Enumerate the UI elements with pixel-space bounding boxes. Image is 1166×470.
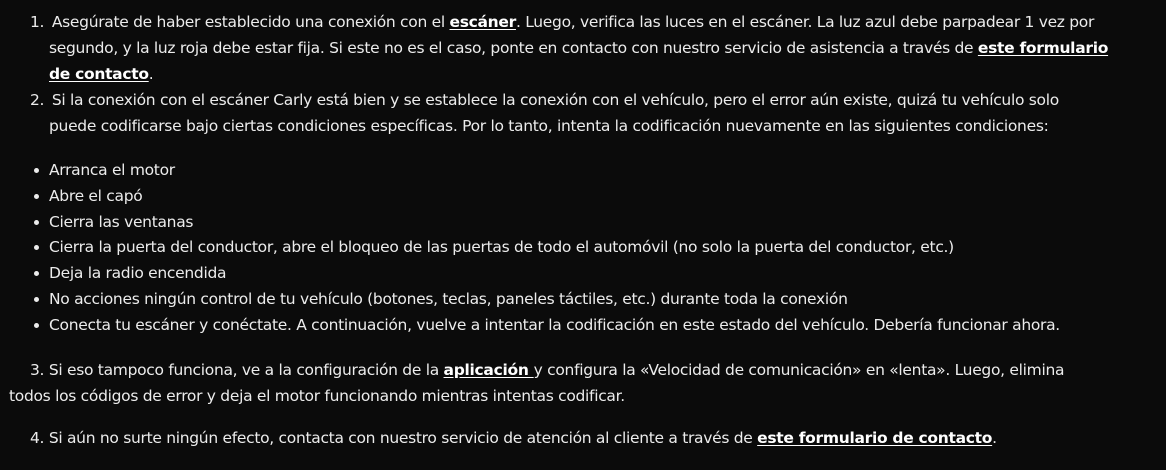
step-2-number: 2.: [30, 91, 45, 109]
step-2-text: Si la conexión con el escáner Carly está bien y se establece la conexión con el vehículo, pero el error aún existe, quizá tu vehículo solo: [51, 91, 1059, 109]
step-1-number: 1.: [30, 13, 45, 31]
step-3-line-2: [9, 385, 625, 407]
step-2-text-line2: puede codificarse bajo ciertas condiciones específicas. Por lo tanto, intenta la codificación nuevamente en las siguientes condiciones:: [49, 117, 1049, 135]
list-item: No acciones ningún control de tu vehículo (botones, teclas, paneles táctiles, etc.) durante toda la conexión: [49, 290, 848, 308]
bullet-dot-icon: [34, 194, 39, 199]
bullet-dot-icon: [34, 271, 39, 276]
step-1-line-1: [30, 11, 1094, 33]
list-item: Cierra las ventanas: [49, 213, 194, 231]
scanner-link[interactable]: escáner: [449, 13, 516, 31]
step-1-text-line2: segundo, y la luz roja debe estar fija. Si este no es el caso, ponte en contacto con nuestro servicio de asistencia a través de: [49, 39, 978, 57]
step-3-line-1: [30, 359, 1064, 381]
bullet-dot-icon: [34, 220, 39, 225]
step-3-text: 3. Si eso tampoco funciona, ve a la configuración de la: [30, 361, 444, 379]
app-link[interactable]: aplicación: [443, 361, 534, 379]
step-1-text: Asegúrate de haber establecido una conexión con el: [51, 13, 450, 31]
step-3-text-cont: y configura la «Velocidad de comunicación» en «lenta». Luego, elimina: [533, 361, 1065, 379]
step-1-line-3: [49, 63, 153, 85]
bullet-dot-icon: [34, 323, 39, 328]
list-item: Arranca el motor: [49, 161, 175, 179]
list-item: Conecta tu escáner y conéctate. A continuación, vuelve a intentar la codificación en este estado del vehículo. Debería funcionar ahora.: [49, 316, 1060, 334]
bullet-dot-icon: [34, 168, 39, 173]
contact-form-link-2[interactable]: este formulario de contacto: [757, 429, 993, 447]
step-1-line-2: [49, 37, 1108, 59]
contact-form-link-1a[interactable]: este formulario: [977, 39, 1109, 57]
step-4-line: [30, 427, 997, 449]
list-item: Cierra la puerta del conductor, abre el bloqueo de las puertas de todo el automóvil (no solo la puerta del conductor, etc.): [49, 238, 954, 256]
step-2-line-2: [49, 115, 1049, 137]
step-2-line-1: [30, 89, 1059, 111]
step-1-text-cont: . Luego, verifica las luces en el escáner. La luz azul debe parpadear 1 vez por: [515, 13, 1095, 31]
step-4-text: 4. Si aún no surte ningún efecto, contacta con nuestro servicio de atención al cliente a través de: [30, 429, 758, 447]
contact-form-link-1b[interactable]: de contacto: [49, 65, 149, 83]
list-item: Abre el capó: [49, 187, 143, 205]
step-4-period: .: [992, 429, 997, 447]
step-3-text-line2: todos los códigos de error y deja el motor funcionando mientras intentas codificar.: [9, 387, 625, 405]
list-item: Deja la radio encendida: [49, 264, 227, 282]
bullet-dot-icon: [34, 245, 39, 250]
step-1-period: .: [148, 65, 154, 83]
bullet-dot-icon: [34, 297, 39, 302]
